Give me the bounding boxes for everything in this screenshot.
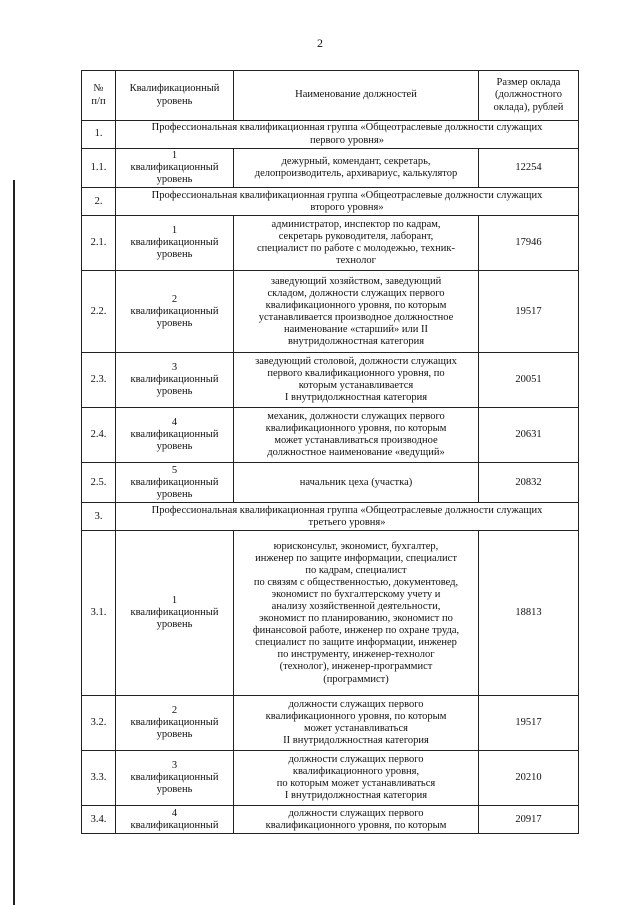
qualification-level: 3 квалификационный уровень bbox=[116, 751, 234, 806]
margin-line bbox=[13, 180, 15, 905]
qualification-level: 1 квалификационный уровень bbox=[116, 216, 234, 271]
table-row bbox=[82, 271, 579, 353]
qualification-level: 1 квалификационный уровень bbox=[116, 531, 234, 696]
row-number: 1.1. bbox=[82, 149, 116, 188]
salary-value: 19517 bbox=[479, 271, 579, 353]
qualification-level: 1 квалификационный уровень bbox=[116, 149, 234, 188]
qualification-level: 4 квалификационный bbox=[116, 806, 234, 834]
table-body bbox=[82, 121, 579, 834]
group-title: Профессиональная квалификационная группа «Общеотраслевые должности служащих третьего уровня» bbox=[116, 503, 579, 531]
position-names: механик, должности служащих первого квалификационного уровня, по которым может устанавливаться производное должностное наименование «ведущий» bbox=[234, 408, 479, 463]
row-number: 2.1. bbox=[82, 216, 116, 271]
position-names: должности служащих первого квалификационного уровня, по которым может устанавливаться I внутридолжностная категория bbox=[234, 751, 479, 806]
position-names: заведующий хозяйством, заведующий складом, должности служащих первого квалификационного уровня, по которым устанавливается производное должностное наименование «старший» или II внутридолжностная категория bbox=[234, 271, 479, 353]
position-names: администратор, инспектор по кадрам, секретарь руководителя, лаборант, специалист по работе с молодежью, техник- технолог bbox=[234, 216, 479, 271]
group-number: 2. bbox=[82, 188, 116, 216]
qualification-level: 5 квалификационный уровень bbox=[116, 463, 234, 503]
qualification-level: 3 квалификационный уровень bbox=[116, 353, 234, 408]
page-number: 2 bbox=[317, 36, 323, 50]
row-number: 2.5. bbox=[82, 463, 116, 503]
table-row bbox=[82, 353, 579, 408]
group-title: Профессиональная квалификационная группа «Общеотраслевые должности служащих второго уровня» bbox=[116, 188, 579, 216]
salary-value: 17946 bbox=[479, 216, 579, 271]
qualification-level: 2 квалификационный уровень bbox=[116, 696, 234, 751]
group-row bbox=[82, 503, 579, 531]
salary-value: 18813 bbox=[479, 531, 579, 696]
group-number: 3. bbox=[82, 503, 116, 531]
group-row bbox=[82, 188, 579, 216]
salary-value: 19517 bbox=[479, 696, 579, 751]
group-row bbox=[82, 121, 579, 149]
row-number: 3.4. bbox=[82, 806, 116, 834]
group-number: 1. bbox=[82, 121, 116, 149]
row-number: 2.4. bbox=[82, 408, 116, 463]
table-row bbox=[82, 463, 579, 503]
qualification-level: 2 квалификационный уровень bbox=[116, 271, 234, 353]
row-number: 3.3. bbox=[82, 751, 116, 806]
salary-value: 20917 bbox=[479, 806, 579, 834]
table-row bbox=[82, 149, 579, 188]
table-row bbox=[82, 408, 579, 463]
header-position: Наименование должностей bbox=[234, 71, 479, 121]
table-row bbox=[82, 531, 579, 696]
group-title: Профессиональная квалификационная группа «Общеотраслевые должности служащих первого уровня» bbox=[116, 121, 579, 149]
table-row bbox=[82, 696, 579, 751]
table-header-row bbox=[82, 71, 579, 121]
salary-value: 20210 bbox=[479, 751, 579, 806]
row-number: 2.2. bbox=[82, 271, 116, 353]
header-level: Квалификационный уровень bbox=[116, 71, 234, 121]
position-names: начальник цеха (участка) bbox=[234, 463, 479, 503]
header-salary: Размер оклада (должностного оклада), рублей bbox=[479, 71, 579, 121]
table-row bbox=[82, 751, 579, 806]
position-names: заведующий столовой, должности служащих первого квалификационного уровня, по которым устанавливается I внутридолжностная категория bbox=[234, 353, 479, 408]
salary-value: 20832 bbox=[479, 463, 579, 503]
table-row bbox=[82, 216, 579, 271]
row-number: 3.1. bbox=[82, 531, 116, 696]
position-names: должности служащих первого квалификационного уровня, по которым может устанавливаться II внутридолжностная категория bbox=[234, 696, 479, 751]
header-num: № п/п bbox=[82, 71, 116, 121]
position-names: юрисконсульт, экономист, бухгалтер, инженер по защите информации, специалист по кадрам, специалист по связям с общественностью, документовед, экономист по бухгалтерскому учету и анализу хозяйственной деятельности, экономист по планированию, экономист по финансовой работе, инженер по охране труда, специалист по защите информации, инженер по инструменту, инженер-технолог (технолог), инженер-программист (программист) bbox=[234, 531, 479, 696]
salary-value: 12254 bbox=[479, 149, 579, 188]
row-number: 2.3. bbox=[82, 353, 116, 408]
salary-value: 20051 bbox=[479, 353, 579, 408]
salary-value: 20631 bbox=[479, 408, 579, 463]
position-names: дежурный, комендант, секретарь, делопроизводитель, архивариус, калькулятор bbox=[234, 149, 479, 188]
row-number: 3.2. bbox=[82, 696, 116, 751]
qualification-level: 4 квалификационный уровень bbox=[116, 408, 234, 463]
table-row bbox=[82, 806, 579, 834]
salary-table bbox=[81, 70, 579, 834]
position-names: должности служащих первого квалификационного уровня, по которым bbox=[234, 806, 479, 834]
